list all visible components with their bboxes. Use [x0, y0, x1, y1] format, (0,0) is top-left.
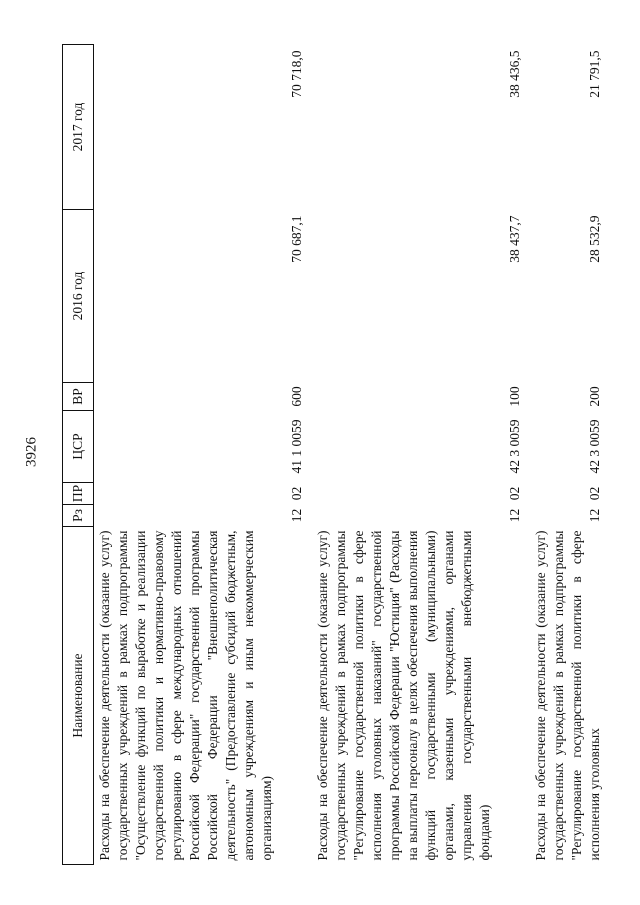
row-2016: 38 437,7: [506, 215, 522, 263]
table-header-row: [63, 45, 94, 865]
budget-table: [62, 44, 610, 865]
header-2016: 2016 год: [63, 210, 94, 383]
header-pr: ПР: [63, 483, 94, 505]
row-2016: 28 532,9: [586, 215, 602, 263]
row-pr: 02: [586, 486, 602, 501]
row-vr: 200: [586, 386, 602, 407]
header-2017: 2017 год: [63, 45, 94, 210]
header-rz: Рз: [63, 505, 94, 527]
header-name: Наименование: [63, 527, 94, 865]
row-pr: 02: [288, 486, 304, 501]
row-csr: 41 1 0059: [288, 419, 304, 474]
header-vr: ВР: [63, 383, 94, 411]
row-pr: 02: [506, 486, 522, 501]
row-rz: 12: [288, 508, 304, 523]
row-vr: 100: [506, 386, 522, 407]
page-number: 3926: [23, 437, 40, 467]
table-row: [530, 45, 610, 865]
budget-table-container: [62, 45, 627, 865]
table-row: [94, 45, 312, 865]
row-vr: 600: [288, 386, 304, 407]
table-row: [312, 45, 530, 865]
row-name: Расходы на обеспечение деятельности (оказание услуг) государственных учреждений в рамках подпрограммы "Регулирование государственной политики в сфере исполнения уголовных наказаний" государственной программы Российской Федерации "Юстиция" (Расходы на выплаты персоналу в целях обеспечения выполнения функций государственными (муниципальными) органами, казенными учреждениями, органами управления государственными внебюджетными фондами): [314, 530, 492, 861]
row-rz: 12: [506, 508, 522, 523]
row-csr: 42 3 0059: [506, 419, 522, 474]
row-name: Расходы на обеспечение деятельности (оказание услуг) государственных учреждений в рамках подпрограммы "Осуществление функций по выработке и реализации государственной политики и нормативно-правовому регулированию в сфере международных отношений Российской Федерации" государственной программы Российской Федерации "Внешнеполитическая деятельность" (Предоставление субсидий бюджетным, автономным учреждениям и иным некоммерческим организациям): [97, 530, 274, 861]
row-2017: 38 436,5: [506, 50, 522, 98]
header-csr: ЦСР: [63, 411, 94, 483]
row-name: Расходы на обеспечение деятельности (оказание услуг) государственных учреждений в рамках подпрограммы "Регулирование государственной политики в сфере исполнения уголовных: [532, 530, 602, 861]
row-2017: 21 791,5: [586, 50, 602, 98]
row-2017: 70 718,0: [288, 50, 304, 98]
row-csr: 42 3 0059: [586, 419, 602, 474]
row-rz: 12: [586, 508, 602, 523]
row-2016: 70 687,1: [288, 215, 304, 263]
